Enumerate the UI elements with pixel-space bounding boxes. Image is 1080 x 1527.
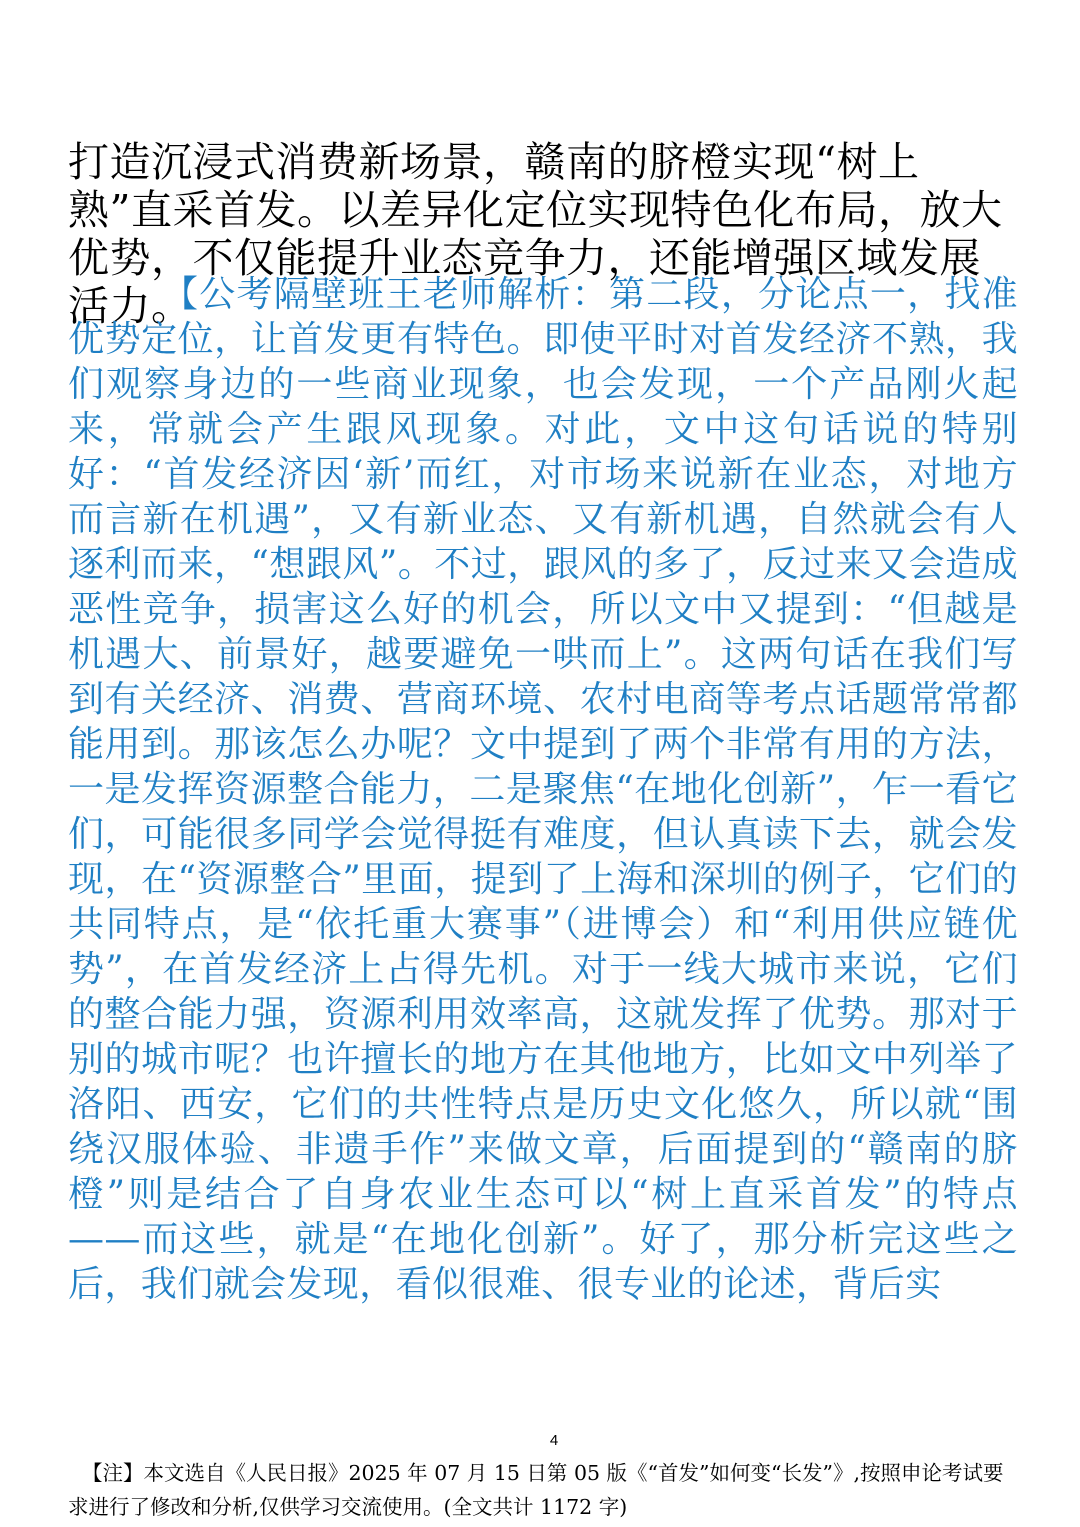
body-paragraph-text: 打造沉浸式消费新场景，赣南的脐橙实现“树上熟”直采首发。以差异化定位实现特色化布局，放大优势，不仅能提升业态竞争力，还能增强区域发展活力。: [68, 138, 1003, 330]
analysis-block: [68, 272, 1018, 1307]
footer-note: 【注】本文选自《人民日报》2025 年 07 月 15 日第 05 版《“首发”如何变“长发”》,按照申论考试要求进行了修改和分析,仅供学习交流使用。(全文共计 1172 字): [68, 1461, 1004, 1519]
page-number: 4: [549, 1432, 559, 1449]
analysis-paragraph: 【公考隔壁班王老师解析：第二段，分论点一，找准优势定位，让首发更有特色。即使平时对首发经济不熟，我们观察身边的一些商业现象，也会发现，一个产品刚火起来，常就会产生跟风现象。对此，文中这句话说的特别好：“首发经济因‘新’而红，对市场来说新在业态，对地方而言新在机遇”，又有新业态、又有新机遇，自然就会有人逐利而来，“想跟风”。不过，跟风的多了，反过来又会造成恶性竞争，损害这么好的机会，所以文中又提到：“但越是机遇大、前景好，越要避免一哄而上”。这两句话在我们写到有关经济、消费、营商环境、农村电商等考点话题常常都能用到。那该怎么办呢？文中提到了两个非常有用的方法，一是发挥资源整合能力，二是聚焦“在地化创新”，乍一看它们，可能很多同学会觉得挺有难度，但认真读下去，就会发现，在“资源整合”里面，提到了上海和深圳的例子，它们的共同特点，是“依托重大赛事”（进博会）和“利用供应链优势”，在首发经济上占得先机。对于一线大城市来说，它们的整合能力强，资源利用效率高，这就发挥了优势。那对于别的城市呢？也许擅长的地方在其他地方，比如文中列举了洛阳、西安，它们的共性特点是历史文化悠久，所以就“围绕汉服体验、非遗手作”来做文章，后面提到的“赣南的脐橙”则是结合了自身农业生态可以“树上直采首发”的特点——而这些，就是“在地化创新”。好了，那分析完这些之后，我们就会发现，看似很难、很专业的论述，背后实: [68, 274, 1018, 1305]
